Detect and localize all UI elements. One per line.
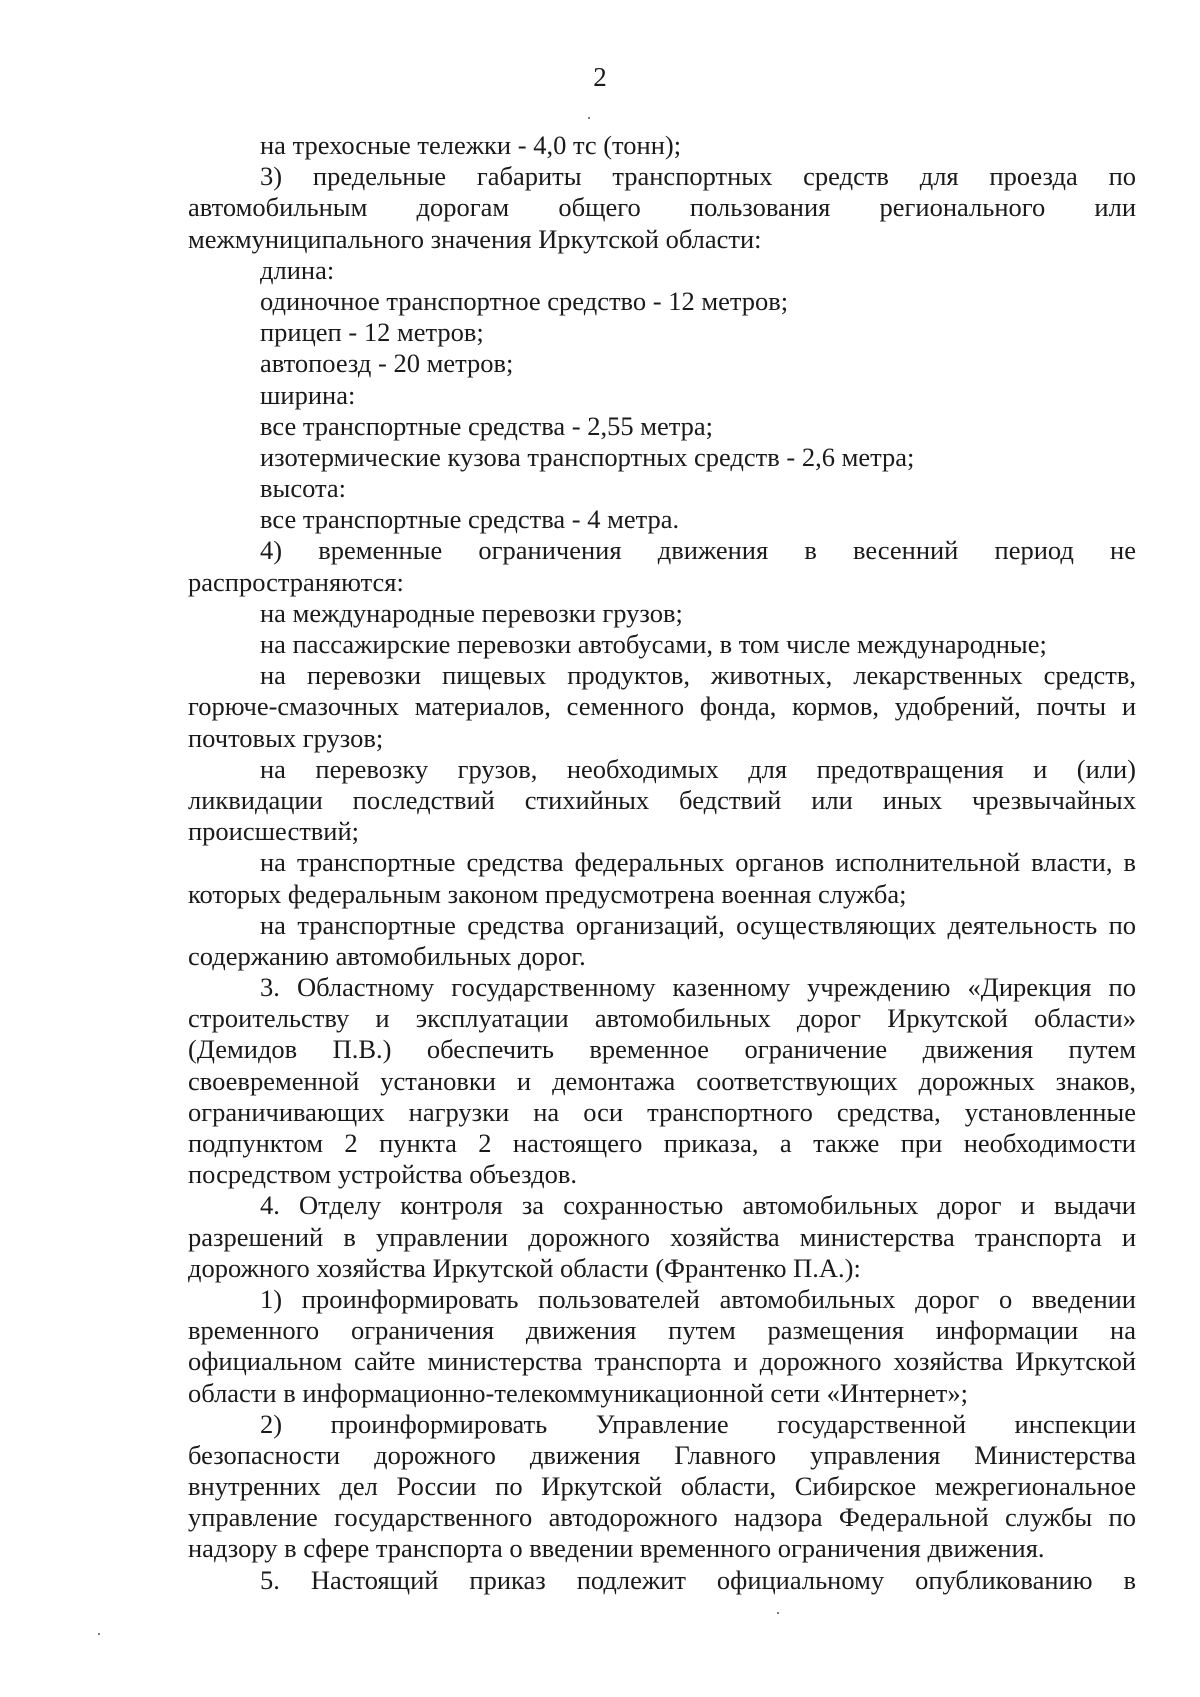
text-line: 4. Отделу контроля за сохранностью автомобильных дорог и выдачи	[260, 1190, 1136, 1221]
text-line: строительству и эксплуатации автомобильных дорог Иркутской области»	[188, 1003, 1136, 1034]
text-line: происшествий;	[188, 816, 360, 847]
text-line: межмуниципального значения Иркутской области:	[188, 223, 762, 254]
text-line: официальном сайте министерства транспорта и дорожного хозяйства Иркутской	[188, 1346, 1136, 1377]
text-line: дорожного хозяйства Иркутской области (Франтенко П.А.):	[188, 1252, 861, 1283]
text-line: ширина:	[260, 379, 356, 410]
text-line: надзору в сфере транспорта о введении временного ограничения движения.	[188, 1533, 1045, 1564]
text-line: длина:	[260, 254, 335, 285]
text-line: 3. Областному государственному казенному учреждению «Дирекция по	[260, 972, 1136, 1003]
text-line: управление государственного автодорожного надзора Федеральной службы по	[188, 1502, 1136, 1533]
text-line: на транспортные средства федеральных органов исполнительной власти, в	[260, 847, 1136, 878]
text-line: распространяются:	[188, 566, 404, 597]
scan-speck	[98, 1633, 100, 1635]
text-line: временного ограничения движения путем размещения информации на	[188, 1315, 1136, 1346]
text-line: ликвидации последствий стихийных бедствий или иных чрезвычайных	[188, 784, 1136, 815]
text-line: высота:	[260, 473, 347, 504]
text-line: на международные перевозки грузов;	[260, 597, 683, 628]
text-line: разрешений в управлении дорожного хозяйства министерства транспорта и	[188, 1221, 1136, 1252]
text-line: безопасности дорожного движения Главного управления Министерства	[188, 1439, 1136, 1470]
text-line: 5. Настоящий приказ подлежит официальному опубликованию в	[260, 1564, 1136, 1595]
text-line: автопоезд - 20 метров;	[260, 348, 514, 379]
document-body	[188, 130, 1136, 1596]
text-line: горюче-смазочных материалов, семенного фонда, кормов, удобрений, почты и	[188, 691, 1136, 722]
text-line: почтовых грузов;	[188, 722, 384, 753]
text-line: на трехосные тележки - 4,0 тс (тонн);	[260, 130, 682, 160]
text-line: все транспортные средства - 4 метра.	[260, 504, 680, 535]
text-line: содержанию автомобильных дорог.	[188, 940, 586, 971]
text-line: области в информационно-телекоммуникационной сети «Интернет»;	[188, 1377, 968, 1408]
text-line: на транспортные средства организаций, осуществляющих деятельность по	[260, 909, 1136, 940]
text-line: (Демидов П.В.) обеспечить временное ограничение движения путем	[188, 1034, 1136, 1065]
text-line: внутренних дел России по Иркутской области, Сибирское межрегиональное	[188, 1471, 1136, 1502]
page-number: 2	[593, 62, 607, 92]
text-line: 4) временные ограничения движения в весенний период не	[260, 535, 1136, 566]
scan-speck	[777, 1612, 779, 1614]
text-line: 2) проинформировать Управление государственной инспекции	[260, 1408, 1136, 1439]
text-line: ограничивающих нагрузки на оси транспортного средства, установленные	[188, 1096, 1136, 1127]
text-line: которых федеральным законом предусмотрена военная служба;	[188, 878, 907, 909]
text-line: 3) предельные габариты транспортных средств для проезда по	[260, 161, 1136, 192]
text-line: на перевозки пищевых продуктов, животных, лекарственных средств,	[260, 660, 1136, 691]
text-line: изотермические кузова транспортных средств - 2,6 метра;	[260, 441, 915, 472]
text-line: на перевозку грузов, необходимых для предотвращения и (или)	[260, 753, 1136, 784]
text-line: автомобильным дорогам общего пользования регионального или	[188, 192, 1136, 223]
text-line: своевременной установки и демонтажа соответствующих дорожных знаков,	[188, 1065, 1136, 1096]
text-line: прицеп - 12 метров;	[260, 317, 484, 348]
text-line: одиночное транспортное средство - 12 метров;	[260, 285, 789, 316]
text-line: 1) проинформировать пользователей автомобильных дорог о введении	[260, 1283, 1136, 1314]
scan-speck	[588, 117, 590, 119]
text-line: на пассажирские перевозки автобусами, в том числе международные;	[260, 629, 1047, 659]
text-line: подпунктом 2 пункта 2 настоящего приказа, а также при необходимости	[188, 1128, 1136, 1158]
text-line: посредством устройства объездов.	[188, 1159, 578, 1190]
text-line: все транспортные средства - 2,55 метра;	[260, 410, 714, 441]
